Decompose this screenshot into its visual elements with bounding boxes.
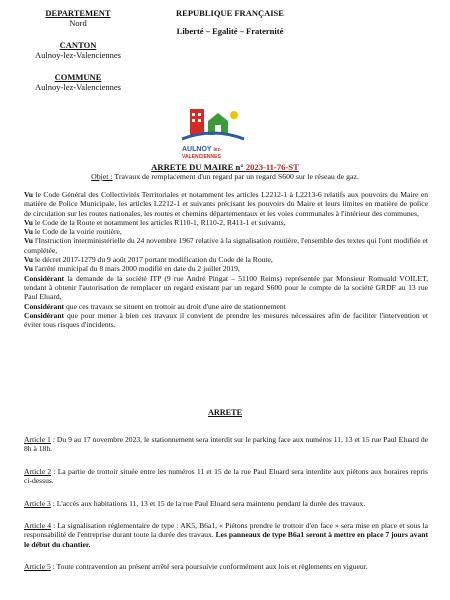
header-left <box>18 8 138 92</box>
article-2: Article 2 : La partie de trottoir située entre les numéros 11 et 15 de la rue Paul Eluard sera interdite aux piétons aux horaires repris ci-dessus. <box>24 466 429 486</box>
article-4: Article 4 : La signalisation réglementaire de type : AK5, B6a1, « Piétons prendre le trottoir d'en face » sera mise en place et sous la responsabilité de l'entreprise durant toute la durée des travaux. Les panneaux de type B6a1 seront à mettre en place 7 jours avant le début du chantier. <box>24 521 428 549</box>
article-5: Article 5 : Toute contravention au présent arrêté sera poursuivie conformément aux lois et règlements en vigueur. <box>24 562 368 572</box>
arrete-objet: Objet : Travaux de remplacement d'un regard par un regard S600 sur le réseau de gaz. <box>91 172 359 181</box>
commune-value: Aulnoy-lez-Valenciennes <box>35 82 121 92</box>
town-logo-icon <box>178 105 248 147</box>
republic-title: REPUBLIQUE FRANÇAISE <box>176 8 284 18</box>
canton-value: Aulnoy-lez-Valenciennes <box>35 50 121 60</box>
article-3: Article 3 : L'accès aux habitations 11, 13 et 15 de la rue Paul Eluard sera maintenu pendant la durée des travaux. <box>24 498 366 508</box>
article-1: Article 1 : Du 9 au 17 novembre 2023, le stationnement sera interdit sur le parking face aux numéros 11, 13 et 15 rue Paul Eluard de 8h à 18h. <box>24 435 429 454</box>
town-logo <box>178 105 248 165</box>
arrete-title-block <box>40 162 410 182</box>
considerant-item: Considérant la demande de la société ITP (9 rue André Pingat – 51100 Reims) représentée par Monsieur Romuald VOILET, tendant à obtenir l'autorisation de remplacer un regard existant par un regard S600 pour le compte de la société GRDF au 13 rue Paul Eluard, <box>24 273 428 302</box>
vu-item: Vu le Code Général des Collectivités Territoriales et notamment les articles L2212-1 à L2213-6 relatifs aux pouvoirs du Maire en matière de Police Municipale, les articles L2212-1 et suivants précisant les pouvoirs du Maire et leurs limites en matière de police de circulation sur les routes nationales, les routes et chemins départementaux et les voies communales à l'intérieur des communes, <box>24 190 428 218</box>
arrete-title: ARRETE DU MAIRE n° 2023-11-76-ST <box>151 162 299 172</box>
departement-title: DEPARTEMENT <box>45 8 111 18</box>
departement-value: Nord <box>69 18 87 28</box>
arrete-heading: ARRETE <box>207 408 243 417</box>
considerant-item: Considérant que ces travaux se situent en trottoir au droit d'une aire de stationnement <box>24 301 286 311</box>
vu-item: Vu l'Instruction interministérielle du 24 novembre 1967 relative à la signalisation routière, l'ensemble des textes qui l'ont modifiée et complétée, <box>24 236 428 255</box>
commune-title: COMMUNE <box>54 72 102 82</box>
header-right <box>160 8 300 36</box>
logo-sub-text: lez-VALENCIENNES <box>182 147 222 160</box>
logo-main-text: AULNOY <box>182 146 212 153</box>
articles <box>24 435 428 572</box>
vu-item: Vu le Code de la voirie routière, <box>24 227 122 237</box>
arrete-number: 2023-11-76-ST <box>245 162 299 172</box>
canton-title: CANTON <box>59 40 97 50</box>
vus-considerants <box>24 190 428 329</box>
considerant-item: Considérant que pour mener à bien ces travaux il convient de prendre les mesures nécessaires afin de faciliter l'intervention et éviter tous risques d'incidents. <box>24 310 428 330</box>
vu-item: Vu l'arrêté municipal du 8 mars 2000 modifié en date du 2 juillet 2019, <box>24 264 240 274</box>
vu-item: Vu le Code de la Route et notamment les articles R110-1, R110-2, R411-1 et suivants, <box>24 217 286 227</box>
republic-motto: Liberté – Egalité – Fraternité <box>176 26 284 36</box>
vu-item: Vu le décret 2017-1279 du 9 août 2017 portant modification du Code de la Route, <box>24 255 273 265</box>
